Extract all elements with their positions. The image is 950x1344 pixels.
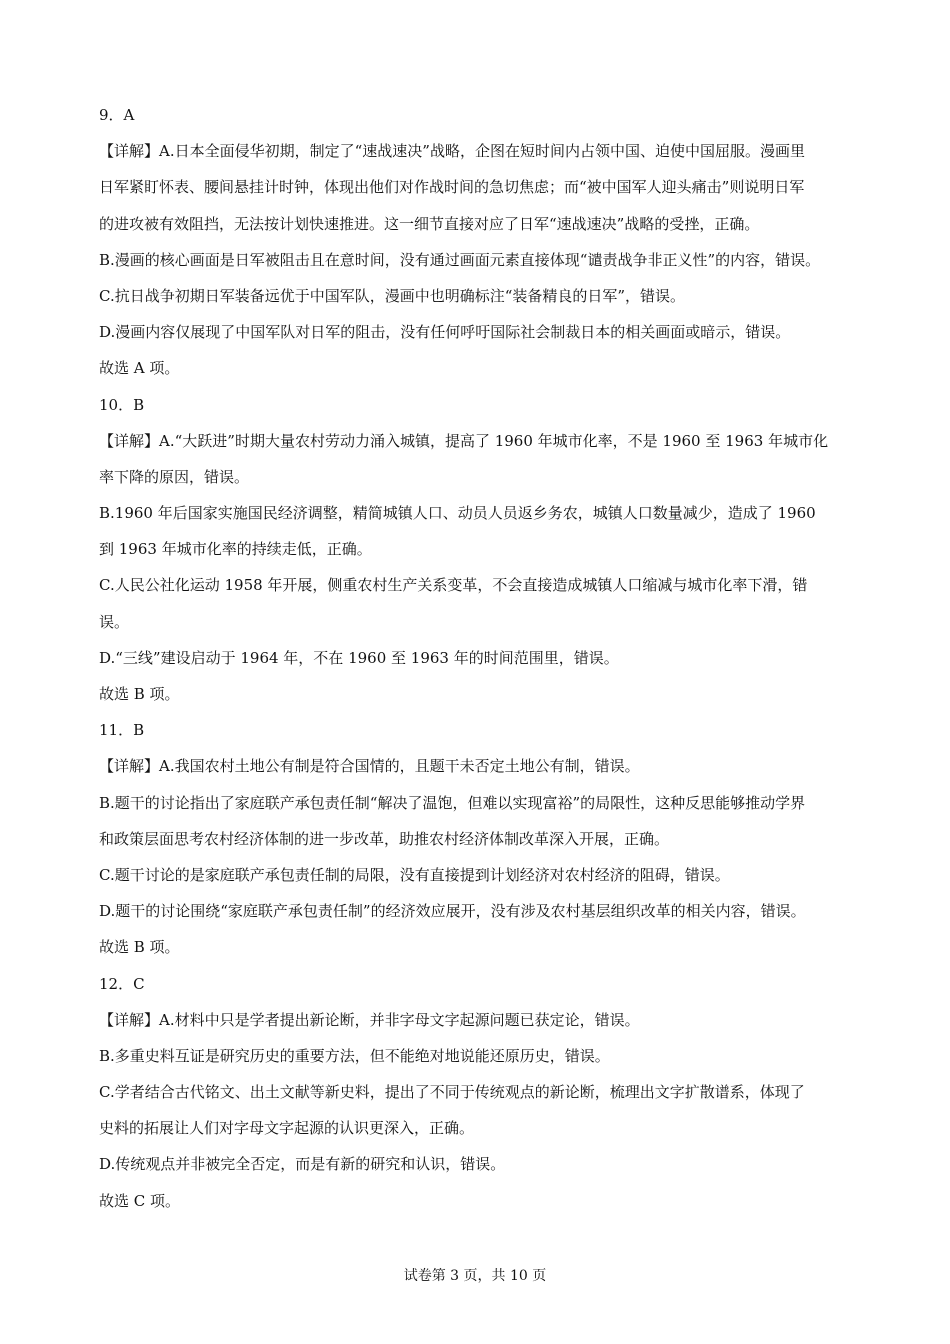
explanation-line: 到 1963 年城市化率的持续走低，正确。 <box>99 540 372 559</box>
page-footer: 试卷第 3 页，共 10 页 <box>403 1268 547 1284</box>
explanation-line: B.多重史料互证是研究历史的重要方法，但不能绝对地说能还原历史，错误。 <box>99 1046 610 1065</box>
explanation-line: 误。 <box>99 612 130 631</box>
explanation-line: 的进攻被有效阻挡，无法按计划快速推进。这一细节直接对应了日军“速战速决”战略的受挫，正确。 <box>99 214 760 233</box>
explanation-line: 故选 B 项。 <box>99 685 180 703</box>
explanation-line: 【详解】A.材料中只是学者提出新论断，并非字母文字起源问题已获定论，错误。 <box>99 1010 640 1029</box>
explanation-line: 故选 B 项。 <box>99 938 180 957</box>
explanation-line: 【详解】A.“大跃进”时期大量农村劳动力涌入城镇，提高了 1960 年城市化率，不是 1960 至 1963 年城市化 <box>99 431 829 450</box>
explanation-line: D.“三线”建设启动于 1964 年，不在 1960 至 1963 年的时间范围里，错误。 <box>99 648 619 667</box>
explanation-line: 故选 C 项。 <box>99 1191 181 1210</box>
explanation-line: B.漫画的核心画面是日军被阻击且在意时间，没有通过画面元素直接体现“谴责战争非正义性”的内容，错误。 <box>99 250 821 269</box>
explanation-line: 率下降的原因，错误。 <box>99 467 250 486</box>
explanation-line: 和政策层面思考农村经济体制的进一步改革，助推农村经济体制改革深入开展，正确。 <box>99 829 670 848</box>
explanation-line: B.1960 年后国家实施国民经济调整，精简城镇人口、动员人员返乡务农，城镇人口数量减少，造成了 1960 <box>99 504 816 523</box>
explanation-line: 史料的拓展让人们对字母文字起源的认识更深入，正确。 <box>99 1119 475 1138</box>
question-number: 12．C <box>99 974 145 993</box>
question-number: 11．B <box>99 721 145 740</box>
question-block <box>99 966 855 1219</box>
explanation-line: 故选 A 项。 <box>99 359 180 378</box>
explanation-line: C.学者结合古代铭文、出土文献等新史料，提出了不同于传统观点的新论断，梳理出文字扩散谱系，体现了 <box>99 1083 805 1102</box>
explanation-line: 【详解】A.日本全面侵华初期，制定了“速战速决”战略，企图在短时间内占领中国、迫使中国屈服。漫画里 <box>99 142 805 161</box>
explanation-line: 日军紧盯怀表、腰间悬挂计时钟，体现出他们对作战时间的急切焦虑；而“被中国军人迎头痛击”则说明日军 <box>99 178 805 197</box>
explanation-line: D.漫画内容仅展现了中国军队对日军的阻击，没有任何呼吁国际社会制裁日本的相关画面或暗示，错误。 <box>99 323 791 342</box>
explanation-line: D.题干的讨论围绕“家庭联产承包责任制”的经济效应展开，没有涉及农村基层组织改革的相关内容，错误。 <box>99 902 806 921</box>
explanation-line: B.题干的讨论指出了家庭联产承包责任制“解决了温饱，但难以实现富裕”的局限性，这种反思能够推动学界 <box>99 793 806 812</box>
answer-content <box>99 97 855 1219</box>
question-block <box>99 387 855 713</box>
explanation-line: 【详解】A.我国农村土地公有制是符合国情的，且题干未否定土地公有制，错误。 <box>99 757 640 776</box>
question-block <box>99 97 855 387</box>
explanation-line: C.题干讨论的是家庭联产承包责任制的局限，没有直接提到计划经济对农村经济的阻碍，错误。 <box>99 865 730 884</box>
question-number: 9．A <box>99 106 135 124</box>
explanation-line: D.传统观点并非被完全否定，而是有新的研究和认识，错误。 <box>99 1155 506 1174</box>
explanation-line: C.人民公社化运动 1958 年开展，侧重农村生产关系变革，不会直接造成城镇人口缩减与城市化率下滑，错 <box>99 576 808 595</box>
explanation-line: C.抗日战争初期日军装备远优于中国军队，漫画中也明确标注“装备精良的日军”，错误。 <box>99 286 686 305</box>
question-block <box>99 712 855 965</box>
question-number: 10．B <box>99 395 145 414</box>
